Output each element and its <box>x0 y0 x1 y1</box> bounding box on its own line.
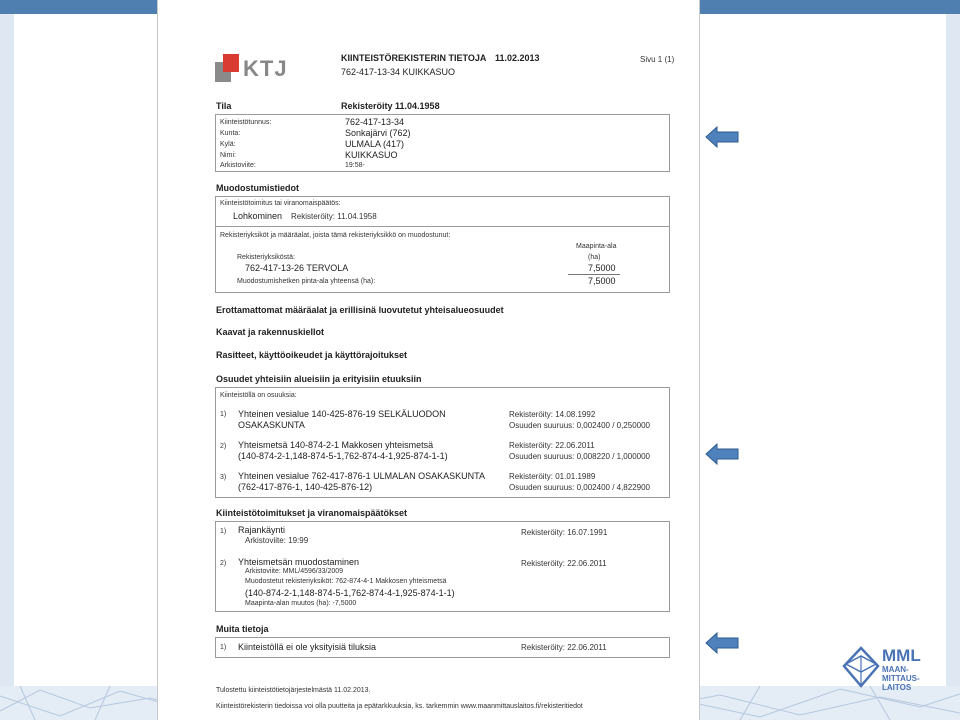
tila-label: Kunta: <box>220 130 241 137</box>
muita-text: Kiinteistöllä ei ole yksityisiä tiluksia <box>238 642 377 652</box>
osuus-registered: Rekisteröity: 22.06.2011 <box>509 441 595 450</box>
scanned-document <box>157 0 700 720</box>
total-area: 7,5000 <box>588 276 616 286</box>
page-number: Sivu 1 (1) <box>640 55 675 64</box>
area-header: Maapinta-ala <box>576 243 617 250</box>
brand-line1: MML <box>882 646 921 665</box>
tila-value: Sonkajärvi (762) <box>345 128 411 138</box>
toimitus-title: Rajankäynti <box>238 525 286 535</box>
toimitus-registered: Rekisteröity: 11.04.1958 <box>291 212 377 221</box>
muita-registered: Rekisteröity: 22.06.2011 <box>521 643 607 652</box>
mml-emblem-icon <box>842 646 880 688</box>
toimitus-label: Kiinteistötoimitus tai viranomaispäätös: <box>220 200 341 207</box>
osuus-line2: (140-874-2-1,148-874-5-1,762-874-4-1,925-874-1-1) <box>238 451 448 461</box>
tila-label: Kylä: <box>220 141 236 148</box>
list-item-number: 2) <box>220 560 227 567</box>
osuudet-intro: Kiinteistöllä on osuuksia: <box>220 392 297 399</box>
osuus-share: Osuuden suuruus: 0,002400 / 0,250000 <box>509 421 650 430</box>
osuus-share: Osuuden suuruus: 0,002400 / 4,822900 <box>509 483 650 492</box>
list-item-number: 3) <box>220 474 227 481</box>
mml-logo <box>842 644 942 692</box>
ktj-logo <box>215 54 288 82</box>
osuudet-heading: Osuudet yhteisiin alueisiin ja erityisiin etuuksiin <box>216 374 422 384</box>
document-date: 11.02.2013 <box>495 53 540 63</box>
tila-heading: Tila <box>216 101 232 111</box>
toimitus-archive: Arkistoviite: MML/4596/33/2009 <box>245 568 344 575</box>
toimitus-registered: Rekisteröity: 16.07.1991 <box>521 528 608 537</box>
list-item-number: 2) <box>220 443 227 450</box>
tila-value: KUIKKASUO <box>345 150 398 160</box>
divider <box>215 226 670 227</box>
osuus-share: Osuuden suuruus: 0,008220 / 1,000000 <box>509 452 650 461</box>
arrow-left-icon <box>705 632 739 654</box>
arrow-left-icon <box>705 443 739 465</box>
total-label: Muodostumishetken pinta-ala yhteensä (ha): <box>237 278 376 285</box>
list-item-number: 1) <box>220 644 227 651</box>
toimitus-value: Lohkominen <box>233 211 283 221</box>
sum-line <box>568 274 620 275</box>
tila-label: Kiinteistötunnus: <box>220 119 272 126</box>
tila-value: ULMALA (417) <box>345 139 405 149</box>
right-border <box>946 14 960 720</box>
footer-printed: Tulostettu kiinteistötietojärjestelmästä 11.02.2013. <box>216 687 371 694</box>
muita-heading: Muita tietoja <box>216 624 269 634</box>
toimitus-extra: (140-874-2-1,148-874-5-1,762-874-4-1,925-874-1-1) <box>245 588 455 598</box>
osuus-line1: Yhteismetsä 140-874-2-1 Makkosen yhteismetsä <box>238 440 434 450</box>
osuus-line1: Yhteinen vesialue 140-425-876-19 SELKÄLUODON <box>238 409 446 419</box>
erottamattomat-heading: Erottamattomat määräalat ja erillisinä luovutetut yhteisalueosuudet <box>216 305 504 315</box>
tila-label: Nimi: <box>220 152 236 159</box>
list-item-number: 1) <box>220 528 227 535</box>
tila-value: 19:58- <box>345 162 365 169</box>
toimitus-archive: Arkistoviite: 19:99 <box>245 536 309 545</box>
kaavat-heading: Kaavat ja rakennuskiellot <box>216 327 325 337</box>
from-value: 762-417-13-26 TERVOLA <box>245 263 349 273</box>
tila-registered: Rekisteröity 11.04.1958 <box>341 101 440 111</box>
rasitteet-heading: Rasitteet, käyttöoikeudet ja käyttörajoitukset <box>216 350 408 360</box>
tila-box <box>215 114 670 172</box>
toimitukset-heading: Kiinteistötoimitukset ja viranomaispäätökset <box>216 508 408 518</box>
toimitus-registered: Rekisteröity: 22.06.2011 <box>521 559 607 568</box>
toimitus-title: Yhteismetsän muodostaminen <box>238 557 360 567</box>
brand-line3: MITTAUS- <box>882 674 920 683</box>
brand-line2: MAAN- <box>882 665 909 674</box>
tila-value: 762-417-13-34 <box>345 117 405 127</box>
footer-disclaimer: Kiinteistörekisterin tiedoissa voi olla puutteita ja epätarkkuuksia, ks. tarkemmin www.maanmittauslaitos.fi/rekisteritiedot <box>216 703 583 710</box>
left-border <box>0 14 14 720</box>
ktj-logo-red-square <box>223 54 239 72</box>
arrow-left-icon <box>705 126 739 148</box>
osuus-registered: Rekisteröity: 14.08.1992 <box>509 410 596 419</box>
osuus-registered: Rekisteröity: 01.01.1989 <box>509 472 596 481</box>
toimitus-extra: Maapinta-alan muutos (ha): -7,5000 <box>245 600 357 607</box>
list-item-number: 1) <box>220 411 227 418</box>
source-label: Rekisteriyksiköt ja määräalat, joista tämä rekisteriyksikkö on muodostunut: <box>220 232 451 239</box>
document-title: KIINTEISTÖREKISTERIN TIETOJA <box>341 53 487 63</box>
osuus-line2: OSAKASKUNTA <box>238 420 305 430</box>
toimitus-extra: Muodostetut rekisteriyksiköt: 762-874-4-1 Makkosen yhteismetsä <box>245 578 447 585</box>
ktj-logo-text: KTJ <box>243 56 288 81</box>
from-area: 7,5000 <box>588 263 616 273</box>
brand-line4: LAITOS <box>882 683 912 692</box>
osuus-line1: Yhteinen vesialue 762-417-876-1 ULMALAN OSAKASKUNTA <box>238 471 485 481</box>
property-id-name: 762-417-13-34 KUIKKASUO <box>341 67 456 77</box>
from-label: Rekisteriyksiköstä: <box>237 254 295 261</box>
area-unit: (ha) <box>588 254 601 261</box>
muodostumistiedot-heading: Muodostumistiedot <box>216 183 299 193</box>
tila-label: Arkistoviite: <box>220 162 256 169</box>
osuus-line2: (762-417-876-1, 140-425-876-12) <box>238 482 373 492</box>
